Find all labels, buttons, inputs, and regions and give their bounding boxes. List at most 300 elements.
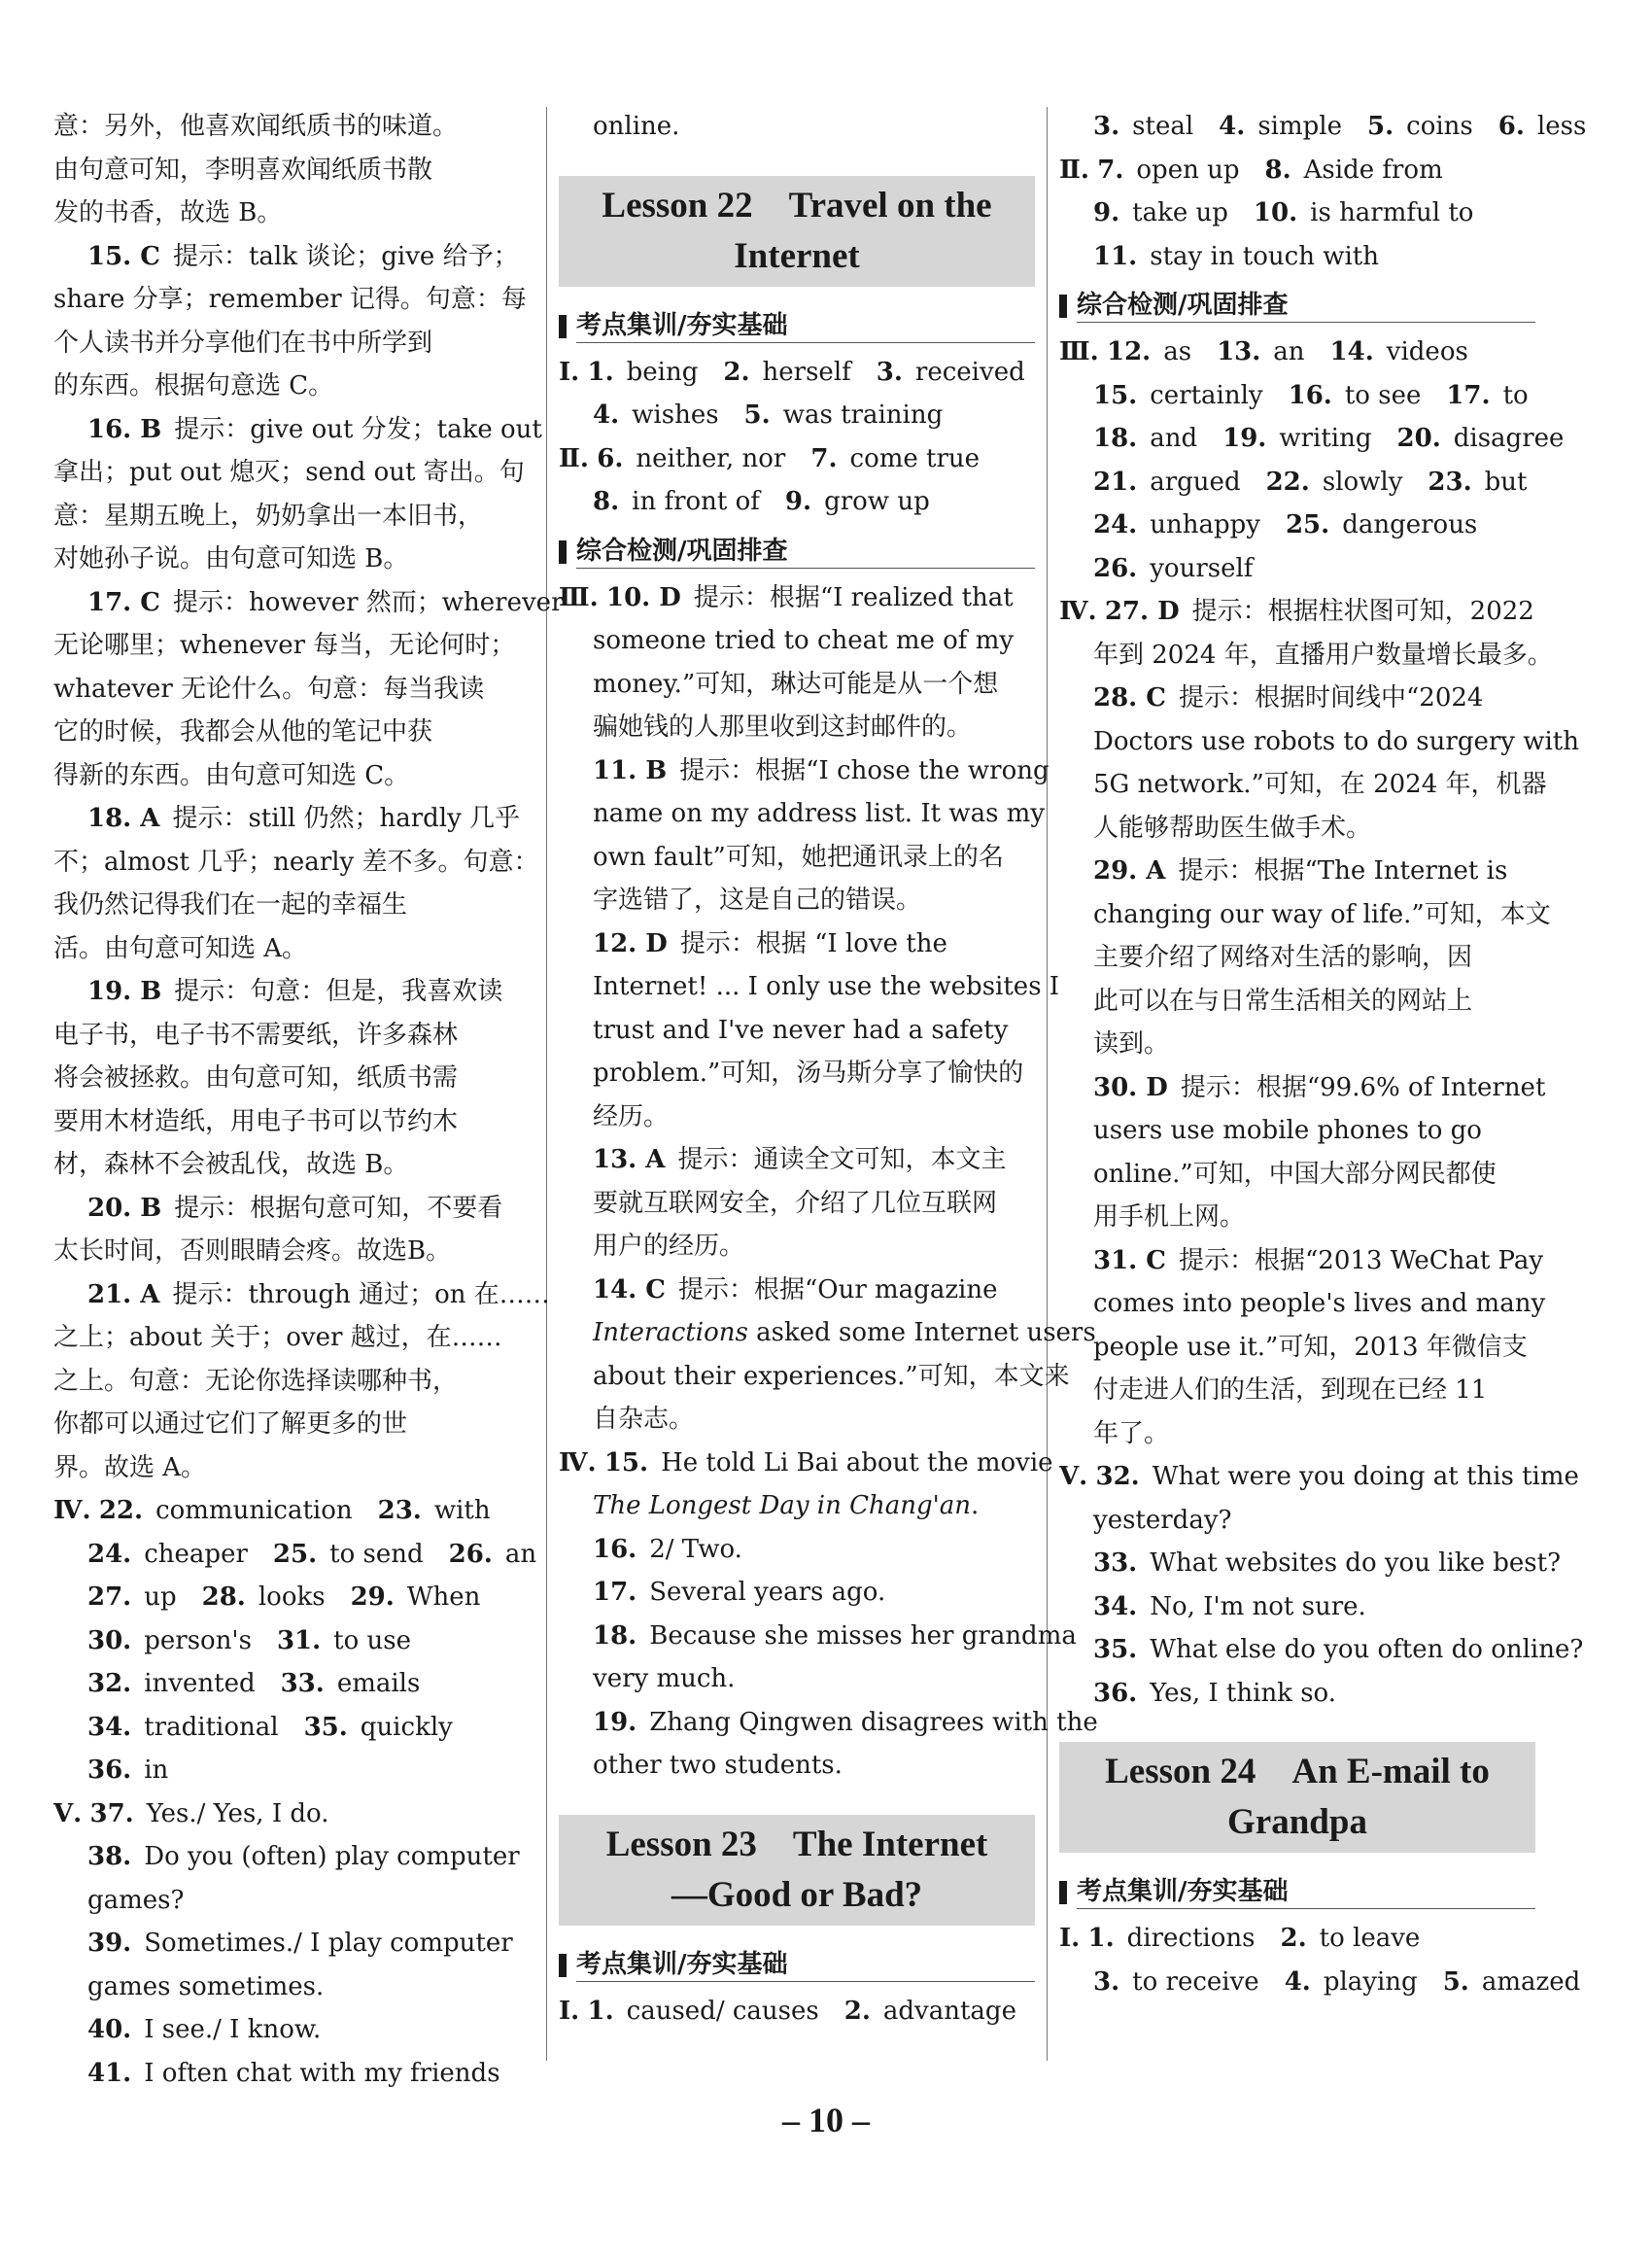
answer-line bbox=[559, 1484, 1035, 1528]
answer-line bbox=[1059, 461, 1535, 504]
answer-text: people use it.”可知，2013 年微信支 bbox=[1093, 1332, 1528, 1362]
answer-number: 21. bbox=[1093, 467, 1138, 497]
answer-number: 8. bbox=[1264, 155, 1291, 185]
answer-line bbox=[53, 797, 534, 841]
answer-text: 付走进人们的生活，到现在已经 11 bbox=[1093, 1375, 1488, 1405]
answer-line bbox=[53, 278, 534, 322]
answer-number: 11. bbox=[1093, 241, 1138, 271]
answer-text: asked some Internet users bbox=[747, 1318, 1096, 1347]
answer-text: argued bbox=[1150, 467, 1241, 497]
answer-text: 提示：give out 分发；take out bbox=[174, 414, 542, 444]
answer-line bbox=[53, 191, 534, 235]
answer-text: emails bbox=[336, 1669, 421, 1698]
answer-line bbox=[1059, 1499, 1535, 1543]
answer-line bbox=[559, 1355, 1070, 1399]
answer-text: What websites do you like best? bbox=[1150, 1548, 1562, 1578]
answer-number: 16. bbox=[1288, 380, 1332, 410]
answer-line bbox=[1059, 547, 1535, 591]
answer-line bbox=[53, 1533, 537, 1577]
answer-number: 41. bbox=[87, 2058, 132, 2088]
answer-number: 1. bbox=[587, 357, 614, 387]
answer-text: videos bbox=[1386, 337, 1468, 366]
answer-text: What were you doing at this time bbox=[1152, 1462, 1579, 1491]
answer-number: 10. bbox=[1253, 198, 1298, 227]
answer-number: 17. bbox=[593, 1578, 637, 1607]
answer-text: communication bbox=[155, 1496, 353, 1525]
answer-number: 1. bbox=[587, 1996, 614, 2026]
answer-number: 36. bbox=[1093, 1678, 1138, 1708]
answer-text: 提示：talk 谈论；give 给予； bbox=[172, 241, 519, 271]
answer-number: 37. bbox=[89, 1798, 134, 1828]
answer-number: 36. bbox=[87, 1756, 132, 1785]
answer-line bbox=[53, 1273, 550, 1317]
answer-number: 15. C bbox=[87, 241, 160, 271]
answer-line bbox=[53, 1662, 534, 1706]
answer-text: 年到 2024 年，直播用户数量增长最多。 bbox=[1093, 640, 1553, 670]
answer-text: received bbox=[914, 357, 1025, 387]
answer-number: 11. B bbox=[593, 755, 668, 785]
answer-number: 25. bbox=[1285, 510, 1330, 539]
answer-line bbox=[559, 480, 1035, 524]
answer-text: with bbox=[433, 1496, 491, 1525]
column-divider bbox=[546, 107, 547, 2061]
answer-number: 5. bbox=[1442, 1966, 1469, 1997]
answer-line bbox=[559, 1009, 1035, 1053]
answer-text: 字选错了，这是自己的错误。 bbox=[593, 886, 922, 915]
answer-line bbox=[53, 105, 534, 149]
answer-number: 39. bbox=[87, 1929, 132, 1958]
answer-text: yourself bbox=[1150, 553, 1254, 583]
answer-number: 5. bbox=[743, 400, 771, 430]
answer-line bbox=[53, 538, 534, 581]
answer-number: 10. D bbox=[605, 582, 681, 612]
page-number: – 10 – bbox=[782, 2101, 870, 2139]
answer-line bbox=[53, 1403, 534, 1446]
answer-line bbox=[559, 437, 1035, 481]
answer-line bbox=[53, 1230, 534, 1273]
answer-number: 13. bbox=[1217, 337, 1261, 366]
answer-number: 29. bbox=[350, 1582, 395, 1612]
answer-number: 33. bbox=[1093, 1548, 1138, 1578]
answer-text: 提示：根据柱状图可知，2022 bbox=[1191, 597, 1534, 626]
answer-text: What else do you often do online? bbox=[1150, 1635, 1584, 1664]
answer-text: caused/ causes bbox=[626, 1996, 819, 2026]
answer-text: Yes, I think so. bbox=[1150, 1678, 1337, 1708]
answer-text: neither, nor bbox=[636, 443, 786, 473]
answer-number: 25. bbox=[272, 1539, 318, 1569]
italic-title: Interactions bbox=[593, 1318, 748, 1347]
answer-text: 2/ Two. bbox=[649, 1534, 742, 1564]
answer-text: 得新的东西。由句意可知选 C。 bbox=[53, 760, 410, 790]
answer-column-1 bbox=[53, 105, 564, 2095]
answer-line bbox=[1059, 1153, 1535, 1197]
answer-text: No, I'm not sure. bbox=[1150, 1591, 1366, 1621]
answer-text: come true bbox=[849, 443, 981, 473]
answer-text: in bbox=[144, 1756, 169, 1785]
answer-text: 材，森林不会被乱伐，故选 B。 bbox=[53, 1150, 409, 1179]
roman-section-marker: Ⅴ. bbox=[53, 1798, 83, 1828]
answer-number: 4. bbox=[1284, 1966, 1311, 1997]
answer-line bbox=[53, 1706, 534, 1750]
answer-line bbox=[53, 1143, 534, 1187]
answer-line bbox=[1059, 504, 1535, 547]
answer-line bbox=[559, 1095, 1035, 1139]
answer-line bbox=[1059, 1196, 1535, 1239]
answer-text: unhappy bbox=[1150, 510, 1260, 539]
answer-line bbox=[1059, 807, 1535, 851]
answer-number: 30. D bbox=[1093, 1072, 1168, 1102]
answer-text: about their experiences.”可知，本文来 bbox=[593, 1361, 1070, 1391]
answer-text: 提示：根据时间线中“2024 bbox=[1178, 683, 1484, 713]
answer-text: other two students. bbox=[593, 1751, 843, 1780]
answer-text: 提示：通读全文可知，本文主 bbox=[677, 1145, 1007, 1174]
answer-text: games? bbox=[87, 1885, 185, 1915]
answer-number: 31. bbox=[276, 1625, 322, 1655]
answer-line bbox=[53, 1057, 534, 1100]
answer-text: problem.”可知，汤马斯分享了愉快的 bbox=[593, 1059, 1024, 1088]
answer-number: 2. bbox=[723, 357, 750, 387]
roman-section-marker: Ⅳ. bbox=[1059, 597, 1097, 626]
answer-text: slowly bbox=[1322, 467, 1403, 497]
answer-text: invented bbox=[144, 1669, 256, 1698]
answer-line bbox=[53, 1792, 534, 1836]
answer-line bbox=[53, 1446, 534, 1490]
answer-number: 35. bbox=[303, 1712, 348, 1742]
answer-text: 之上。句意：无论你选择读哪种书， bbox=[53, 1366, 459, 1396]
answer-text: to send bbox=[329, 1539, 424, 1569]
answer-number: 28. C bbox=[1093, 683, 1166, 713]
roman-section-marker: Ⅴ. bbox=[1059, 1462, 1088, 1491]
answer-number: 32. bbox=[1095, 1462, 1140, 1491]
lesson-title-line: —Good or Bad? bbox=[671, 1874, 923, 1915]
answer-line bbox=[53, 1316, 534, 1360]
answer-line bbox=[1059, 590, 1535, 634]
answer-text: is harmful to bbox=[1310, 198, 1474, 227]
answer-text: simple bbox=[1257, 112, 1342, 141]
answer-text: games sometimes. bbox=[87, 1971, 325, 2001]
answer-text: advantage bbox=[882, 1996, 1016, 2026]
answer-text: 提示：根据“I realized that bbox=[693, 582, 1014, 612]
lesson-22-heading bbox=[559, 176, 1035, 287]
answer-text: 提示：through 通过；on 在…… bbox=[172, 1279, 550, 1309]
answer-line bbox=[559, 1657, 1035, 1701]
answer-line bbox=[53, 1749, 534, 1792]
answer-line bbox=[1059, 1066, 1546, 1110]
answer-text: name on my address list. It was my bbox=[593, 799, 1046, 828]
answer-text: coins bbox=[1406, 112, 1473, 141]
answer-number: 18. A bbox=[87, 804, 160, 833]
answer-text: money.”可知，琳达可能是从一个想 bbox=[593, 669, 999, 699]
answer-line bbox=[53, 235, 534, 279]
answer-text: playing bbox=[1323, 1966, 1418, 1997]
answer-line bbox=[53, 624, 534, 668]
answer-line bbox=[559, 394, 1035, 437]
answer-text: 提示：根据“2013 WeChat Pay bbox=[1178, 1245, 1544, 1275]
answer-text: 提示：still 仍然；hardly 几乎 bbox=[172, 804, 521, 833]
answer-line bbox=[53, 1922, 534, 1965]
answer-line bbox=[1059, 1239, 1544, 1283]
answer-number: 32. bbox=[87, 1669, 132, 1698]
answer-text: was training bbox=[782, 400, 944, 430]
answer-line bbox=[53, 927, 534, 971]
answer-text: person's bbox=[144, 1625, 252, 1655]
answer-line bbox=[1059, 1412, 1535, 1456]
answer-line bbox=[1059, 893, 1551, 937]
answer-line bbox=[53, 322, 534, 365]
answer-text: as bbox=[1163, 337, 1192, 366]
answer-text: yesterday? bbox=[1093, 1505, 1232, 1535]
answer-text: 你都可以通过它们了解更多的世 bbox=[53, 1409, 408, 1439]
answer-number: 19. bbox=[1222, 424, 1267, 453]
answer-line bbox=[1059, 980, 1535, 1024]
answer-line bbox=[53, 451, 534, 495]
answer-line bbox=[559, 1528, 1035, 1572]
answer-text: 对她孙子说。由句意可知选 B。 bbox=[53, 544, 409, 574]
answer-line bbox=[53, 2008, 534, 2052]
answer-text: writing bbox=[1279, 424, 1372, 453]
section-heading: 考点集训/夯实基础 bbox=[559, 1943, 1035, 1986]
answer-text: 用户的经历。 bbox=[593, 1232, 745, 1261]
answer-number: 34. bbox=[1093, 1591, 1138, 1621]
answer-text: to leave bbox=[1319, 1924, 1421, 1953]
answer-line bbox=[53, 581, 564, 625]
answer-line bbox=[1059, 634, 1553, 678]
answer-block bbox=[1059, 1917, 1581, 2003]
answer-text: open up bbox=[1136, 155, 1240, 185]
answer-line bbox=[53, 711, 534, 754]
roman-section-marker: Ⅱ. bbox=[559, 443, 589, 473]
answer-text: 提示：句意：但是，我喜欢读 bbox=[174, 977, 503, 1006]
answer-text: very much. bbox=[593, 1664, 736, 1693]
answer-line bbox=[1059, 1023, 1535, 1066]
answer-text: less bbox=[1536, 112, 1587, 141]
answer-line bbox=[1059, 677, 1535, 720]
answer-line bbox=[559, 351, 1035, 395]
answer-number: 18. bbox=[1093, 424, 1138, 453]
answer-line bbox=[559, 1138, 1035, 1182]
answer-text: 我仍然记得我们在一起的幸福生 bbox=[53, 890, 408, 920]
answer-line bbox=[1059, 149, 1535, 192]
answer-block bbox=[559, 105, 1035, 149]
answer-number: 14. bbox=[1329, 337, 1374, 366]
answer-text: 此可以在与日常生活相关的网站上 bbox=[1093, 986, 1473, 1016]
answer-line bbox=[53, 365, 534, 408]
answer-line bbox=[559, 663, 1035, 707]
answer-column-2 bbox=[559, 105, 1098, 2033]
answer-line bbox=[53, 1187, 534, 1231]
answer-line bbox=[53, 495, 534, 539]
answer-number: 7. bbox=[1097, 155, 1124, 185]
answer-column-3 bbox=[1059, 105, 1587, 2003]
answer-block bbox=[559, 1990, 1035, 2034]
answer-number: 18. bbox=[593, 1620, 637, 1651]
answer-line bbox=[1059, 936, 1535, 980]
answer-text: Because she misses her grandma bbox=[649, 1620, 1077, 1651]
answer-number: 9. bbox=[1093, 198, 1120, 227]
answer-number: 12. D bbox=[593, 928, 668, 958]
lesson-title-line: Internet bbox=[734, 235, 860, 276]
answer-number: 9. bbox=[784, 487, 812, 516]
answer-text: 电子书，电子书不需要纸，许多森林 bbox=[53, 1020, 459, 1050]
answer-line bbox=[53, 2052, 534, 2096]
answer-line bbox=[1059, 1282, 1546, 1326]
lesson-24-heading bbox=[1059, 1742, 1535, 1853]
answer-line bbox=[53, 1360, 534, 1404]
answer-text: Several years ago. bbox=[649, 1578, 886, 1607]
answer-text: 经历。 bbox=[593, 1101, 670, 1131]
roman-section-marker: Ⅳ. bbox=[53, 1496, 91, 1525]
answer-number: 29. A bbox=[1093, 856, 1166, 886]
answer-line bbox=[559, 105, 1035, 149]
answer-line bbox=[559, 1571, 1035, 1615]
answer-text: in front of bbox=[632, 487, 760, 516]
answer-text: 提示：根据“The Internet is bbox=[1178, 856, 1508, 886]
answer-line bbox=[53, 970, 534, 1014]
answer-text: I see./ I know. bbox=[144, 2015, 322, 2044]
answer-text: Aside from bbox=[1303, 155, 1443, 185]
answer-text: Sometimes./ I play computer bbox=[144, 1929, 513, 1958]
answer-line bbox=[53, 1879, 534, 1923]
answer-number: 6. bbox=[1497, 112, 1525, 141]
answer-text: quickly bbox=[360, 1712, 453, 1742]
answer-text: to receive bbox=[1132, 1966, 1259, 1997]
answer-line bbox=[559, 1182, 1035, 1226]
lesson-23-heading bbox=[559, 1815, 1035, 1926]
answer-text: comes into people's lives and many bbox=[1093, 1289, 1546, 1318]
answer-number: 17. C bbox=[87, 587, 160, 617]
answer-text: and bbox=[1150, 424, 1198, 453]
answer-number: 6. bbox=[597, 443, 624, 473]
answer-line bbox=[559, 836, 1035, 880]
answer-line bbox=[559, 1442, 1053, 1485]
answer-line bbox=[1059, 1628, 1584, 1672]
answer-text: share 分享；remember 记得。句意：每 bbox=[53, 285, 527, 314]
answer-line bbox=[559, 619, 1035, 663]
italic-title: The Longest Day in Chang'an bbox=[593, 1491, 972, 1520]
answer-text: online.”可知，中国大部分网民都使 bbox=[1093, 1159, 1497, 1189]
answer-text: I often chat with my friends bbox=[144, 2058, 500, 2088]
answer-line bbox=[559, 1744, 1035, 1788]
answer-number: 33. bbox=[280, 1669, 325, 1698]
answer-text: someone tried to cheat me of my bbox=[593, 626, 1015, 655]
answer-line bbox=[559, 706, 1035, 749]
answer-text: changing our way of life.”可知，本文 bbox=[1093, 899, 1551, 929]
answer-text: an bbox=[1273, 337, 1305, 366]
answer-number: 5. bbox=[1366, 112, 1394, 141]
answer-text: 太长时间，否则眼睛会疼。故选B。 bbox=[53, 1236, 452, 1266]
answer-number: 26. bbox=[448, 1539, 493, 1569]
answer-text: 的东西。根据句意选 C。 bbox=[53, 371, 334, 400]
answer-number: 15. bbox=[1093, 380, 1138, 410]
answer-number: 38. bbox=[87, 1842, 132, 1871]
answer-text: He told Li Bai about the movie bbox=[661, 1447, 1053, 1478]
answer-text: 骗她钱的人那里收到这封邮件的。 bbox=[593, 713, 973, 742]
answer-number: 2. bbox=[843, 1996, 871, 2026]
roman-section-marker: Ⅳ. bbox=[559, 1447, 597, 1478]
answer-text: to see bbox=[1344, 380, 1422, 410]
answer-text: 提示：根据句意可知，不要看 bbox=[174, 1193, 503, 1223]
lesson-title-line: Grandpa bbox=[1227, 1802, 1367, 1842]
answer-line bbox=[559, 1311, 1096, 1355]
answer-number: 13. A bbox=[593, 1145, 666, 1174]
answer-text: disagree bbox=[1453, 424, 1565, 453]
answer-line bbox=[1059, 374, 1535, 418]
answer-text: certainly bbox=[1150, 380, 1263, 410]
answer-number: 28. bbox=[201, 1582, 246, 1612]
answer-text: 活。由句意可知选 A。 bbox=[53, 933, 308, 963]
answer-number: 24. bbox=[87, 1539, 132, 1569]
answer-text: 个人读书并分享他们在书中所学到 bbox=[53, 328, 433, 358]
answer-text: up bbox=[144, 1582, 177, 1612]
answer-number: 3. bbox=[876, 357, 903, 387]
answer-text: cheaper bbox=[144, 1539, 248, 1569]
answer-text: When bbox=[406, 1582, 481, 1612]
answer-line bbox=[559, 1225, 1035, 1269]
answer-line bbox=[559, 879, 1035, 922]
answer-text: 要用木材造纸，用电子书可以节约木 bbox=[53, 1106, 459, 1136]
answer-line bbox=[53, 1100, 534, 1144]
answer-number: 1. bbox=[1087, 1924, 1115, 1953]
answer-number: 27. bbox=[87, 1582, 132, 1612]
answer-line bbox=[1059, 1455, 1579, 1499]
answer-text: grow up bbox=[824, 487, 930, 516]
answer-line bbox=[1059, 330, 1535, 374]
answer-number: 19. B bbox=[87, 977, 162, 1006]
answer-text: 提示：根据“I chose the wrong bbox=[679, 755, 1050, 785]
answer-line bbox=[559, 792, 1046, 836]
answer-line bbox=[53, 884, 534, 927]
answer-number: 16. bbox=[593, 1534, 637, 1564]
answer-text: directions bbox=[1126, 1924, 1256, 1953]
answer-line bbox=[53, 1014, 534, 1058]
answer-number: 20. B bbox=[87, 1193, 162, 1223]
answer-number: 17. bbox=[1446, 380, 1491, 410]
lesson-title-line: Lesson 24 An E-mail to bbox=[1105, 1752, 1490, 1791]
lesson-title-line: Lesson 23 The Internet bbox=[605, 1824, 988, 1864]
answer-text: 将会被拯救。由句意可知，纸质书需 bbox=[53, 1063, 459, 1093]
roman-section-marker: Ⅰ. bbox=[559, 357, 580, 387]
answer-number: 34. bbox=[87, 1712, 132, 1742]
answer-text: 提示：根据 “I love the bbox=[679, 928, 947, 958]
answer-text: 拿出；put out 熄灭；send out 寄出。句 bbox=[53, 458, 525, 487]
answer-number: 3. bbox=[1093, 112, 1120, 141]
answer-text: amazed bbox=[1481, 1966, 1581, 1997]
answer-line bbox=[53, 841, 539, 885]
answer-line bbox=[559, 749, 1050, 793]
answer-number: 21. A bbox=[87, 1279, 160, 1309]
answer-line bbox=[1059, 1326, 1535, 1370]
answer-line bbox=[1059, 850, 1535, 893]
answer-text: users use mobile phones to go bbox=[1093, 1116, 1482, 1145]
answer-line bbox=[559, 576, 1035, 620]
answer-line bbox=[53, 1965, 534, 2009]
answer-line bbox=[559, 1269, 1035, 1312]
answer-line bbox=[559, 1701, 1098, 1745]
answer-line bbox=[1059, 1369, 1535, 1412]
answer-number: 40. bbox=[87, 2015, 132, 2044]
answer-text: 用手机上网。 bbox=[1093, 1202, 1246, 1232]
answer-text: 自杂志。 bbox=[593, 1405, 695, 1434]
answer-line bbox=[559, 1615, 1077, 1658]
answer-text: Yes./ Yes, I do. bbox=[146, 1798, 329, 1828]
answer-text: 5G network.”可知，在 2024 年，机器 bbox=[1093, 770, 1547, 799]
answer-number: 14. C bbox=[593, 1274, 666, 1304]
answer-line bbox=[53, 1835, 534, 1879]
answer-line bbox=[559, 965, 1060, 1009]
answer-text: traditional bbox=[144, 1712, 279, 1742]
section-heading: 考点集训/夯实基础 bbox=[559, 304, 1035, 347]
answer-line bbox=[1059, 1961, 1581, 2004]
